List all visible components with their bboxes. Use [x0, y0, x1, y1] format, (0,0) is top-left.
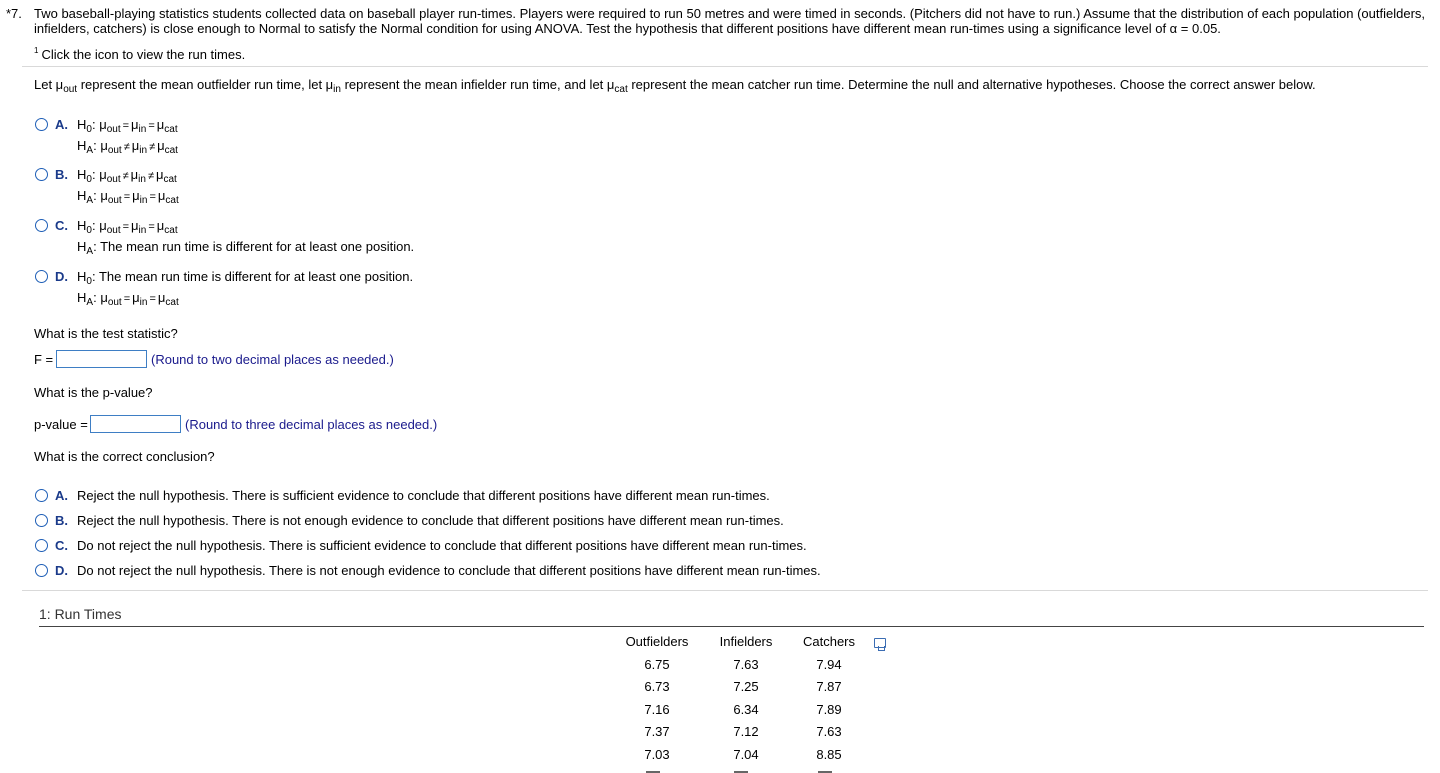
copy-icon[interactable] — [874, 638, 886, 648]
hypothesis-intro: Let $\mu_{out}$ represent the mean outfielder run time, let $\mu_{in}$ represent the mean infielder run time, and let $\mu_{cat}$ represent the mean catcher run time. Determine the null and alternative hypotheses. Choose the correct answer below. — [34, 77, 1316, 95]
question-text: Two baseball-playing statistics students collected data on baseball player run-times. Players were required to run 50 metres and were timed in seconds. (Pitchers did not have to run.) Assume that the distribution of each population (outfielders, infielders, catchers) is close enough to Normal to satisfy the Normal condition for using ANOVA. Test the hypothesis that different positions have different mean run-times using a significance level of α = 0.05. — [34, 6, 1426, 36]
radio-button[interactable] — [35, 168, 48, 181]
f-label: F = — [34, 352, 54, 367]
run-times-rule — [39, 626, 1424, 627]
null-hypothesis: $H_0$: The mean run time is different for at least one position. — [77, 269, 414, 287]
table-cell: 7.37 — [644, 724, 670, 739]
radio-button[interactable] — [35, 514, 48, 527]
table-cell: 7.89 — [816, 702, 842, 717]
footnote[interactable] — [34, 47, 245, 62]
alternative-hypothesis: $H_A$: $\mu_{out} = \mu_{in} = \mu_{cat}$ — [77, 290, 179, 308]
option-text: Do not reject the null hypothesis. There is not enough evidence to conclude that different positions have different mean run-times. — [77, 563, 821, 578]
table-cell: 7.03 — [644, 747, 670, 762]
option-text: Reject the null hypothesis. There is not enough evidence to conclude that different positions have different mean run-times. — [77, 513, 784, 528]
f-statistic-input[interactable] — [56, 350, 147, 368]
table-cell: 7.87 — [816, 679, 842, 694]
table-cell: 6.34 — [733, 702, 759, 717]
radio-button[interactable] — [35, 270, 48, 283]
question-number: *7. — [6, 6, 22, 21]
table-cell: 7.16 — [644, 702, 670, 717]
radio-button[interactable] — [35, 564, 48, 577]
p-value-round-hint: (Round to three decimal places as needed.) — [185, 417, 438, 432]
table-cell: 7.94 — [816, 657, 842, 672]
option-letter: C. — [55, 538, 68, 553]
table-cell: 6.75 — [644, 657, 670, 672]
radio-button[interactable] — [35, 489, 48, 502]
p-value-input[interactable] — [90, 415, 181, 433]
divider — [22, 66, 1428, 67]
radio-button[interactable] — [35, 539, 48, 552]
test-statistic-question: What is the test statistic? — [34, 326, 178, 341]
option-letter: B. — [55, 513, 68, 528]
alternative-hypothesis: $H_A$: The mean run time is different for at least one position. — [77, 239, 415, 257]
alternative-hypothesis: $H_A$: $\mu_{out} = \mu_{in} = \mu_{cat}$ — [77, 188, 179, 206]
null-hypothesis: $H_0$: $\mu_{out} = \mu_{in} = \mu_{cat}$ — [77, 117, 178, 135]
option-letter: D. — [55, 269, 68, 284]
column-header-catchers: Catchers — [802, 634, 856, 649]
alternative-hypothesis: $H_A$: $\mu_{out} \ne \mu_{in} \ne \mu_{cat}$ — [77, 138, 178, 156]
p-value-label: p-value = — [34, 417, 88, 432]
option-text: Reject the null hypothesis. There is sufficient evidence to conclude that different positions have different mean run-times. — [77, 488, 770, 503]
null-hypothesis: $H_0$: $\mu_{out} \ne \mu_{in} \ne \mu_{cat}$ — [77, 167, 177, 185]
conclusion-question: What is the correct conclusion? — [34, 449, 215, 464]
table-cell: 8.85 — [816, 747, 842, 762]
option-letter: B. — [55, 167, 68, 182]
null-hypothesis: $H_0$: $\mu_{out} = \mu_{in} = \mu_{cat}$ — [77, 218, 178, 236]
option-letter: A. — [55, 117, 68, 132]
p-value-question: What is the p-value? — [34, 385, 153, 400]
option-text: Do not reject the null hypothesis. There is sufficient evidence to conclude that different positions have different mean run-times. — [77, 538, 807, 553]
option-letter: C. — [55, 218, 68, 233]
footnote-mark: 1 — [34, 46, 39, 55]
column-header-infielders: Infielders — [719, 634, 773, 649]
f-round-hint: (Round to two decimal places as needed.) — [151, 352, 394, 367]
option-letter: A. — [55, 488, 68, 503]
divider — [22, 590, 1428, 591]
option-letter: D. — [55, 563, 68, 578]
table-cell: 7.63 — [816, 724, 842, 739]
radio-button[interactable] — [35, 219, 48, 232]
radio-button[interactable] — [35, 118, 48, 131]
table-cell: 7.12 — [733, 724, 759, 739]
footnote-text[interactable]: Click the icon to view the run times. — [41, 47, 246, 62]
table-cell: 7.04 — [733, 747, 759, 762]
table-cell: 6.73 — [644, 679, 670, 694]
column-header-outfielders: Outfielders — [625, 634, 689, 649]
run-times-header: 1: Run Times — [39, 606, 122, 622]
table-cell: 7.63 — [733, 657, 759, 672]
table-cell: 7.25 — [733, 679, 759, 694]
